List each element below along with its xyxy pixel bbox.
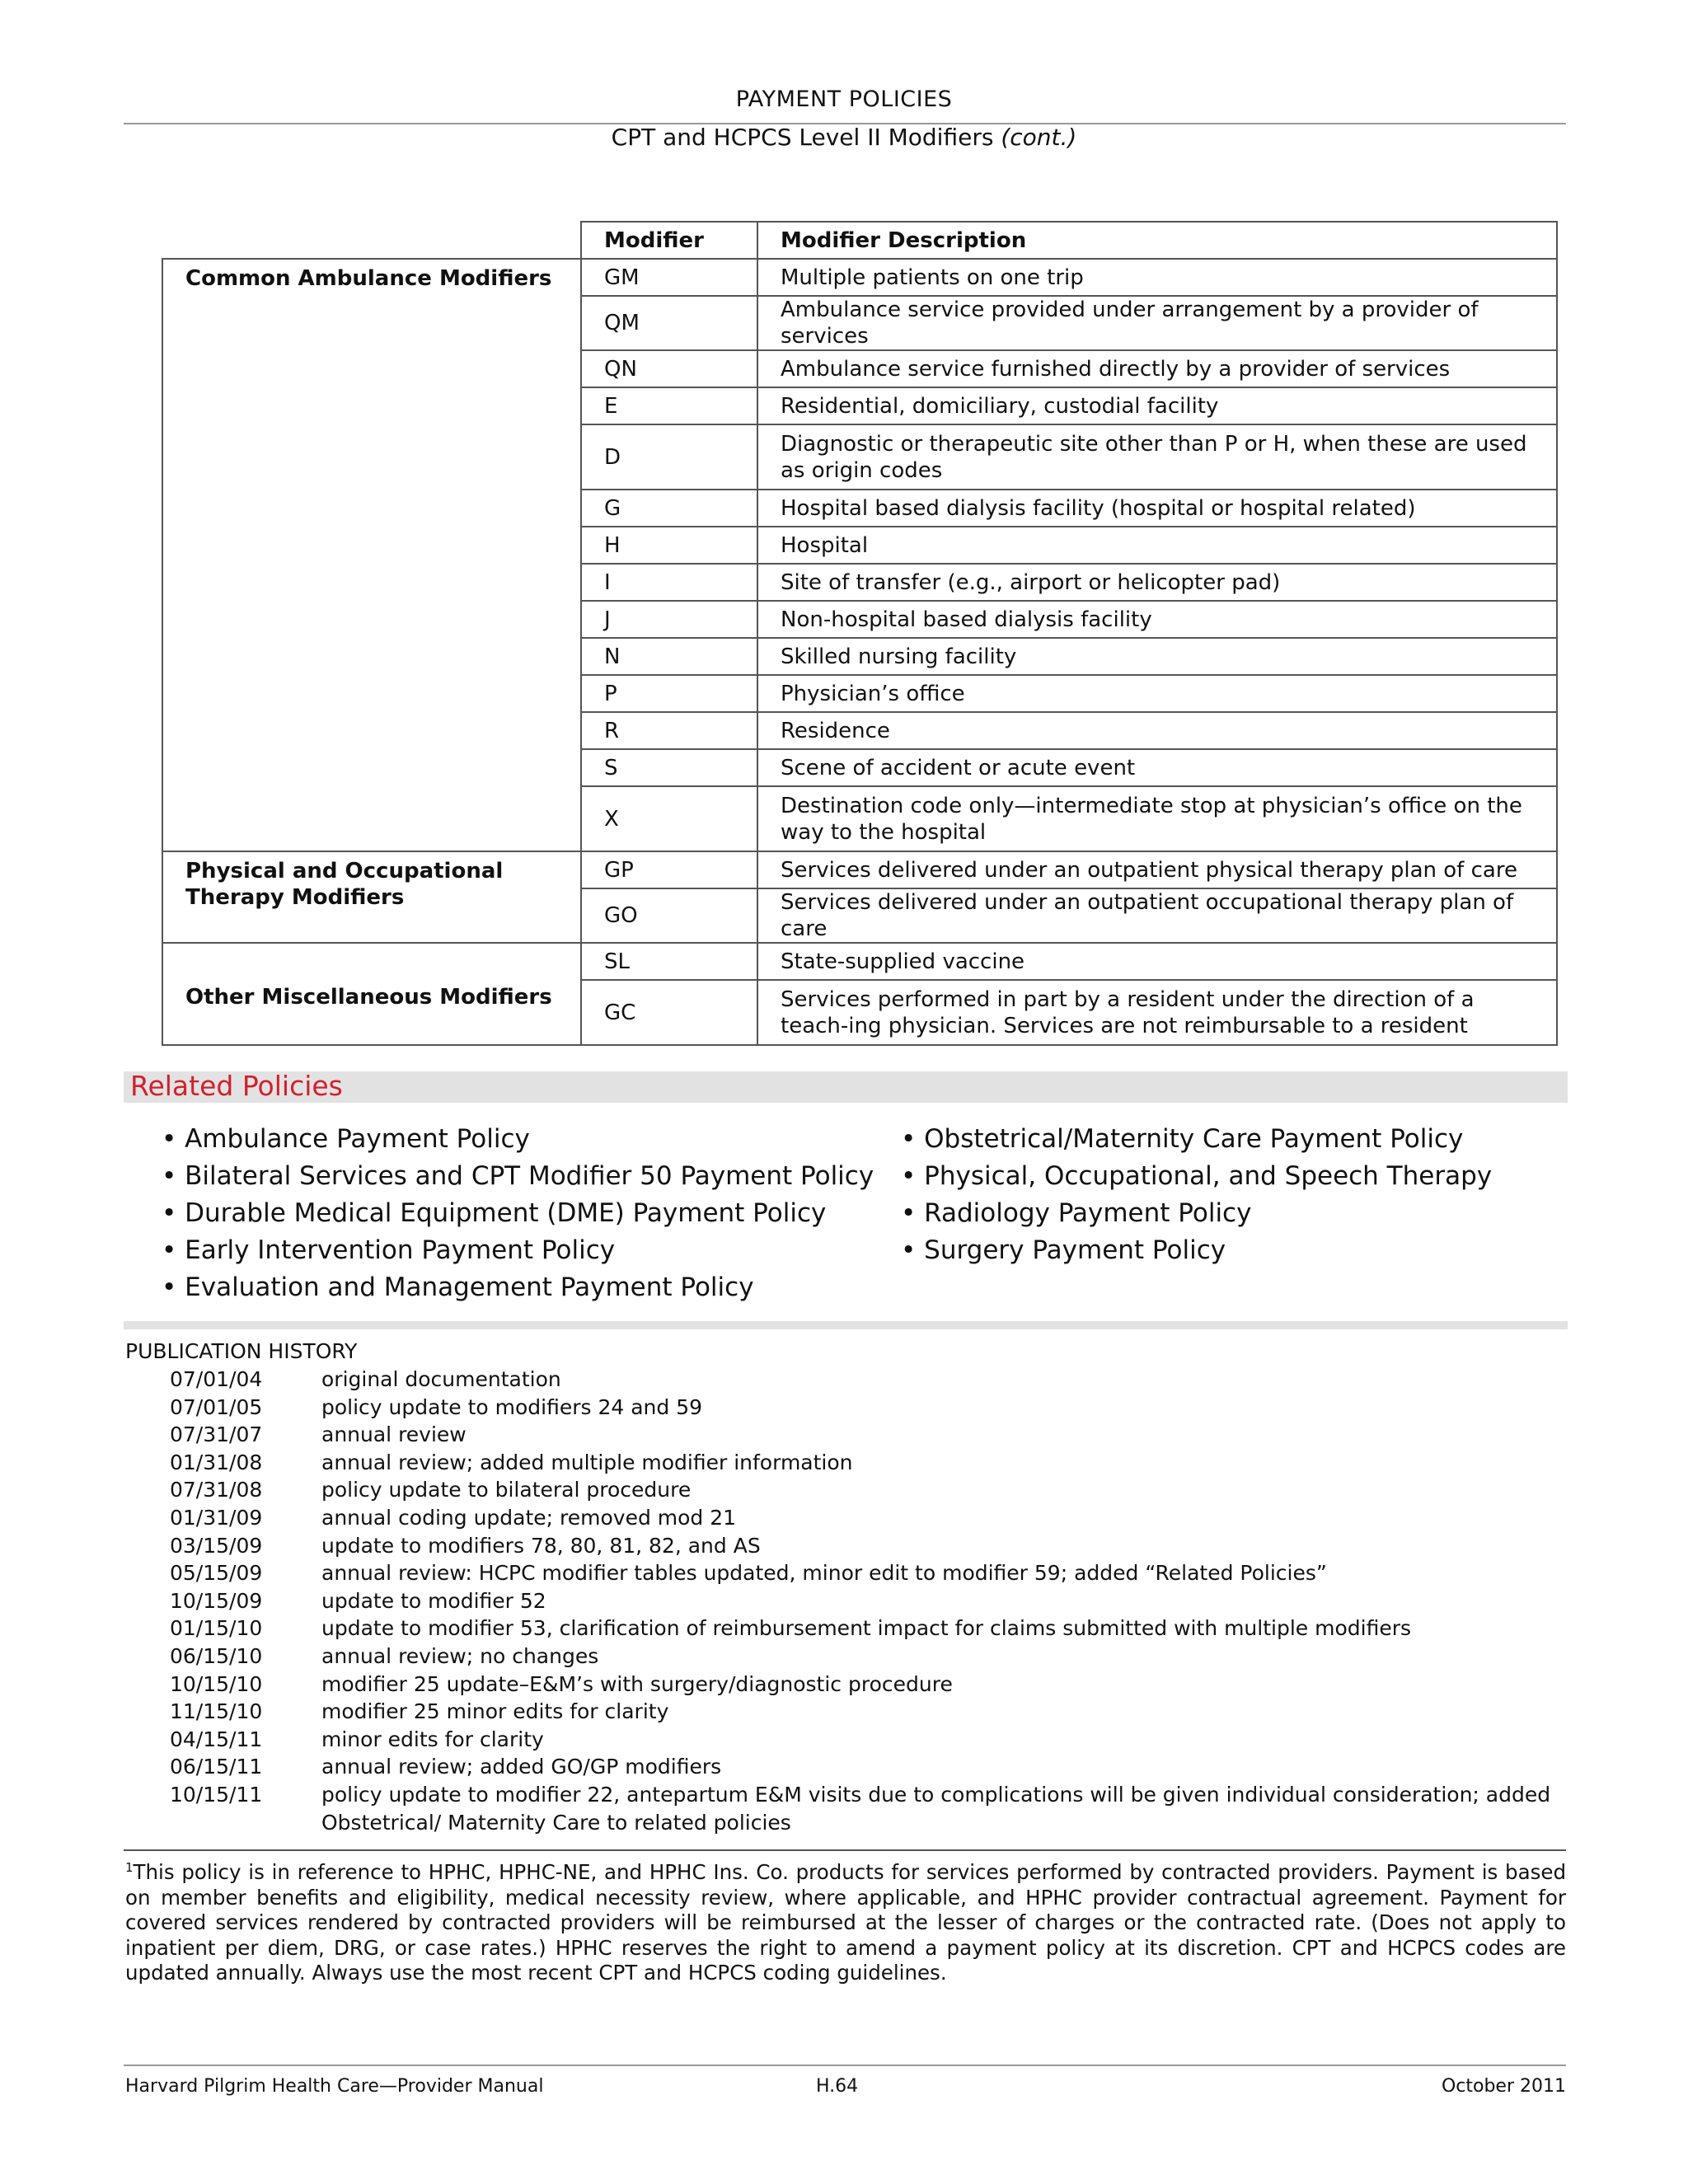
history-entry [170, 1643, 1571, 1671]
subtitle-cont: (cont.) [1001, 124, 1077, 151]
modifier-code: GO [581, 888, 757, 943]
modifier-code: H [581, 527, 757, 564]
history-date: 06/15/11 [170, 1755, 263, 1779]
modifier-code: I [581, 564, 757, 601]
history-date: 01/31/08 [170, 1450, 263, 1474]
history-entry [170, 1449, 1571, 1477]
footer-page-number: H.64 [816, 2076, 859, 2097]
table-row [162, 259, 1557, 296]
modifier-description: Services delivered under an outpatient occupational therapy plan of care [757, 888, 1557, 943]
related-policy-item: • Physical, Occupational, and Speech Therapy [901, 1158, 1492, 1195]
modifier-description: Residential, domiciliary, custodial facility [757, 387, 1557, 424]
history-entry [170, 1671, 1571, 1699]
publication-history-list [170, 1366, 1571, 1836]
modifier-description: Ambulance service provided under arrangement by a provider of services [757, 296, 1557, 350]
history-date: 07/31/08 [170, 1478, 263, 1502]
history-date: 07/01/04 [170, 1367, 263, 1391]
history-date: 07/31/07 [170, 1422, 263, 1447]
history-date: 05/15/09 [170, 1561, 263, 1586]
history-entry [170, 1753, 1571, 1781]
table-row [162, 943, 1557, 980]
history-date: 07/01/05 [170, 1394, 263, 1419]
history-entry [170, 1421, 1571, 1449]
history-date: 06/15/10 [170, 1643, 263, 1668]
footer-divider [124, 2064, 1566, 2066]
history-text: annual review; added multiple modifier information [321, 1450, 853, 1474]
modifiers-table [162, 221, 1558, 1046]
footnote-text: This policy is in reference to HPHC, HPHC-NE, and HPHC Ins. Co. products for services performed by contracted providers. Payment is based on member benefits and eligibility, medical necessity review, where applicable, and HPHC provider contractual agreement. Payment for covered services rendered by contracted providers will be reimbursed at the lesser of charges or the contracted rate. (Does not apply to inpatient per diem, DRG, or case rates.) HPHC reserves the right to amend a payment policy at its discretion. CPT and HCPCS codes are updated annually. Always use the most recent CPT and HCPCS coding guidelines. [125, 1860, 1566, 1985]
related-policy-item: • Surgery Payment Policy [901, 1232, 1492, 1269]
modifier-code: GM [581, 259, 757, 296]
history-entry [170, 1698, 1571, 1726]
modifier-code: X [581, 786, 757, 851]
history-text: minor edits for clarity [321, 1727, 544, 1751]
modifier-code: QM [581, 296, 757, 350]
header-blank-cell [162, 222, 581, 259]
history-text: update to modifier 53, clarification of reimbursement impact for claims submitted with multiple modifiers [321, 1616, 1411, 1641]
modifier-code: GP [581, 851, 757, 888]
modifier-code: QN [581, 350, 757, 387]
related-policy-item: • Durable Medical Equipment (DME) Payment Policy [162, 1195, 874, 1232]
history-date: 10/15/11 [170, 1782, 263, 1807]
category-cell: Other Miscellaneous Modifiers [162, 943, 581, 1045]
subtitle-text: CPT and HCPCS Level II Modifiers [611, 124, 994, 151]
footnote-divider [124, 1849, 1566, 1851]
related-policy-item: • Obstetrical/Maternity Care Payment Policy [901, 1121, 1492, 1158]
table-header-row [162, 222, 1557, 259]
modifier-code: S [581, 749, 757, 786]
category-cell: Physical and Occupational Therapy Modifiers [162, 851, 581, 943]
history-entry [170, 1532, 1571, 1560]
publication-history-heading: PUBLICATION HISTORY [125, 1339, 358, 1363]
section-divider [124, 1321, 1568, 1329]
related-policy-item: • Bilateral Services and CPT Modifier 50 Payment Policy [162, 1158, 874, 1195]
category-cell: Common Ambulance Modifiers [162, 259, 581, 851]
page-section-title: PAYMENT POLICIES [735, 87, 953, 112]
modifier-description: Physician’s office [757, 675, 1557, 712]
related-policies-right-list [901, 1121, 1492, 1269]
modifier-code: D [581, 424, 757, 490]
footer-publication: Harvard Pilgrim Health Care—Provider Manual [125, 2076, 544, 2097]
history-text: update to modifier 52 [321, 1588, 546, 1613]
related-policy-item: • Ambulance Payment Policy [162, 1121, 874, 1158]
footnote-marker: 1 [125, 1860, 134, 1875]
modifier-description: Site of transfer (e.g., airport or helicopter pad) [757, 564, 1557, 601]
column-header-description: Modifier Description [757, 222, 1557, 259]
modifier-description: Scene of accident or acute event [757, 749, 1557, 786]
history-text: annual review [321, 1422, 467, 1447]
history-text: modifier 25 update–E&M’s with surgery/diagnostic procedure [321, 1671, 953, 1696]
related-policy-item: • Radiology Payment Policy [901, 1195, 1492, 1232]
history-date: 10/15/09 [170, 1588, 263, 1613]
related-policies-left-list [162, 1121, 874, 1306]
modifier-code: N [581, 638, 757, 675]
history-text: annual review: HCPC modifier tables updated, minor edit to modifier 59; added “Related Policies” [321, 1561, 1327, 1586]
modifier-description: Ambulance service furnished directly by a provider of services [757, 350, 1557, 387]
history-text: original documentation [321, 1367, 561, 1391]
history-text: annual review; no changes [321, 1643, 599, 1668]
modifier-description: Hospital based dialysis facility (hospital or hospital related) [757, 490, 1557, 527]
modifier-code: J [581, 601, 757, 638]
modifier-code: P [581, 675, 757, 712]
footer-date: October 2011 [1441, 2076, 1566, 2097]
history-entry [170, 1615, 1571, 1643]
history-date: 01/31/09 [170, 1505, 263, 1530]
related-policy-item: • Early Intervention Payment Policy [162, 1232, 874, 1269]
history-date: 03/15/09 [170, 1533, 263, 1558]
modifier-description: Non-hospital based dialysis facility [757, 601, 1557, 638]
modifier-description: Diagnostic or therapeutic site other than P or H, when these are used as origin codes [757, 424, 1557, 490]
modifier-description: Destination code only—intermediate stop at physician’s office on the way to the hospital [757, 786, 1557, 851]
history-text: update to modifiers 78, 80, 81, 82, and AS [321, 1533, 761, 1558]
history-text: policy update to bilateral procedure [321, 1478, 692, 1502]
modifier-description: Residence [757, 712, 1557, 749]
modifier-description: Skilled nursing facility [757, 638, 1557, 675]
modifier-description: Multiple patients on one trip [757, 259, 1557, 296]
footnote [125, 1855, 1566, 1986]
modifier-description: State-supplied vaccine [757, 943, 1557, 980]
history-entry [170, 1476, 1571, 1504]
modifier-code: G [581, 490, 757, 527]
history-text: policy update to modifiers 24 and 59 [321, 1394, 703, 1419]
history-date: 10/15/10 [170, 1671, 263, 1696]
history-entry [170, 1587, 1571, 1615]
modifier-code: GC [581, 980, 757, 1045]
modifier-description: Services delivered under an outpatient physical therapy plan of care [757, 851, 1557, 888]
modifier-description: Hospital [757, 527, 1557, 564]
history-entry [170, 1366, 1571, 1394]
history-text: policy update to modifier 22, antepartum E&M visits due to complications will be given individual consideration; added Obstetrical/ Maternity Care to related policies [321, 1782, 1551, 1835]
history-entry [170, 1726, 1571, 1754]
table-row [162, 851, 1557, 888]
history-entry [170, 1394, 1571, 1422]
page-subtitle [0, 124, 1688, 151]
history-text: annual coding update; removed mod 21 [321, 1505, 737, 1530]
column-header-modifier: Modifier [581, 222, 757, 259]
modifier-description: Services performed in part by a resident under the direction of a teach-ing physician. Services are not reimbursable to a resident [757, 980, 1557, 1045]
modifier-code: R [581, 712, 757, 749]
history-date: 11/15/10 [170, 1699, 263, 1724]
history-text: annual review; added GO/GP modifiers [321, 1755, 722, 1779]
history-date: 01/15/10 [170, 1616, 263, 1641]
modifier-code: E [581, 387, 757, 424]
history-date: 04/15/11 [170, 1727, 263, 1751]
modifier-code: SL [581, 943, 757, 980]
related-policies-heading: Related Policies [130, 1070, 343, 1102]
history-text: modifier 25 minor edits for clarity [321, 1699, 669, 1724]
history-entry [170, 1559, 1571, 1587]
history-entry [170, 1504, 1571, 1532]
related-policy-item: • Evaluation and Management Payment Policy [162, 1269, 874, 1306]
history-entry [170, 1781, 1571, 1836]
